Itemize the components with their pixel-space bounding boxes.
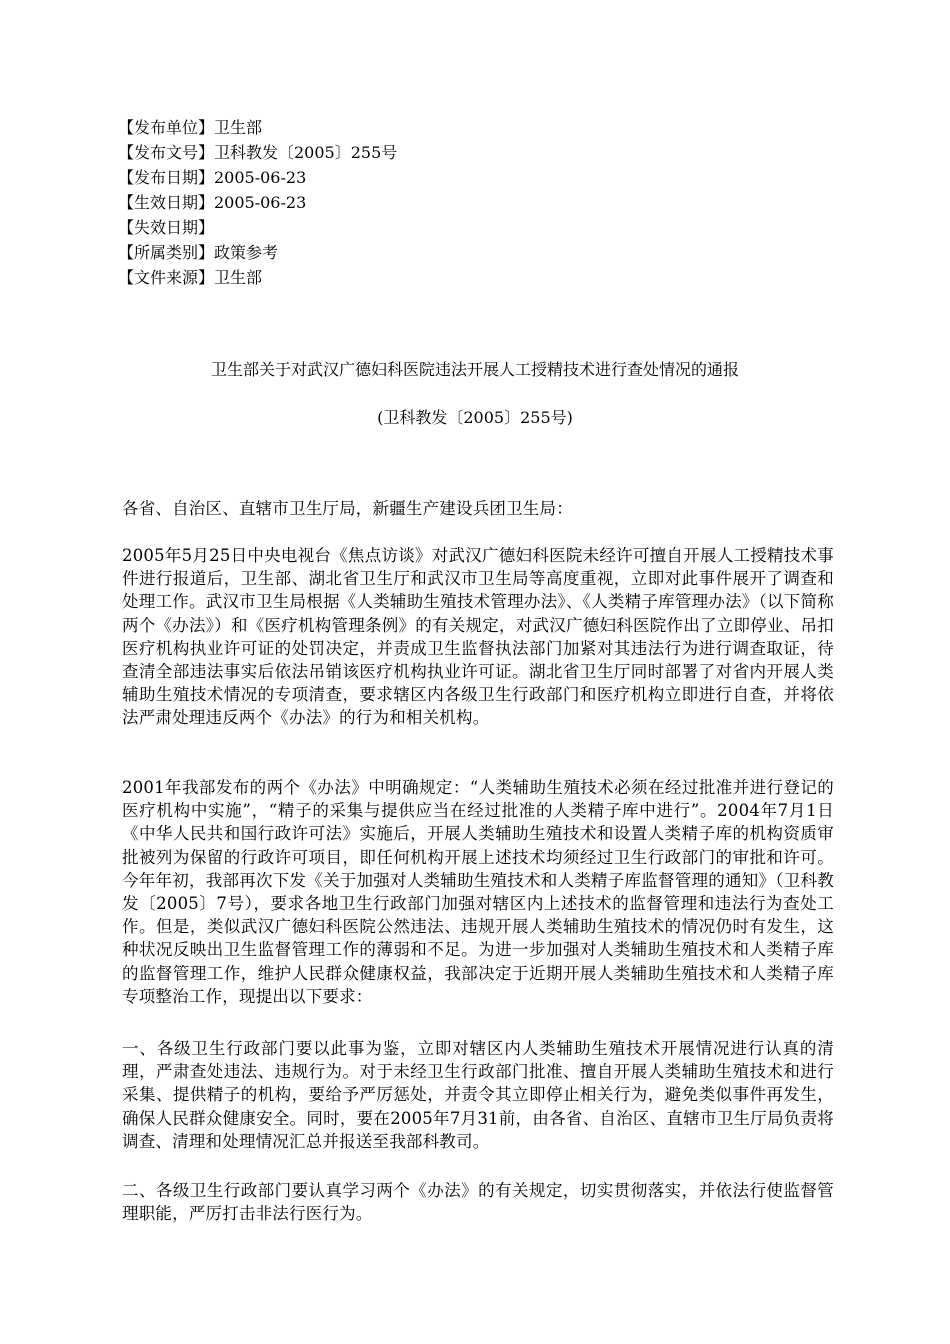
paragraph-1: 2005年5月25日中央电视台《焦点访谈》对武汉广德妇科医院未经许可擅自开展人工授精技术事件进行报道后，卫生部、湖北省卫生厅和武汉市卫生局等高度重视，立即对此事件展开了调查和处理工作。武汉市卫生局根据《人类辅助生殖技术管理办法》、《人类精子库管理办法》（以下简称两个《办法》）和《医疗机构管理条例》的有关规定，对武汉广德妇科医院作出了立即停业、吊扣医疗机构执业许可证的处罚决定，并责成卫生监督执法部门加紧对其违法行为进行调查取证，待查清全部违法事实后依法吊销该医疗机构执业许可证。湖北省卫生厅同时部署了对省内开展人类辅助生殖技术情况的专项清查，要求辖区内各级卫生行政部门和医疗机构立即进行自查，并将依法严肃处理违反两个《办法》的行为和相关机构。 (122, 546, 834, 728)
paragraph-2: 2001年我部发布的两个《办法》中明确规定：“人类辅助生殖技术必须在经过批准并进行登记的医疗机构中实施”，“精子的采集与提供应当在经过批准的人类精子库中进行”。2004年7月1日《中华人民共和国行政许可法》实施后，开展人类辅助生殖技术和设置人类精子库的机构资质审批被列为保留的行政许可项目，即任何机构开展上述技术均须经过卫生行政部门的审批和许可。今年年初，我部再次下发《关于加强对人类辅助生殖技术和人类精子库监督管理的通知》（卫科教发〔2005〕7号），要求各地卫生行政部门加强对辖区内上述技术的监督管理和违法行为查处工作。但是，类似武汉广德妇科医院公然违法、违规开展人类辅助生殖技术的情况仍时有发生，这种状况反映出卫生监督管理工作的薄弱和不足。为进一步加强对人类辅助生殖技术和人类精子库的监督管理工作，维护人民群众健康权益，我部决定于近期开展人类辅助生殖技术和人类精子库专项整治工作，现提出以下要求： (122, 778, 834, 1006)
meta-expiry-date: 【失效日期】 (118, 218, 215, 237)
meta-effective-date: 【生效日期】2005-06-23 (118, 193, 307, 212)
meta-source: 【文件来源】卫生部 (118, 268, 263, 287)
meta-issuer: 【发布单位】卫生部 (118, 118, 263, 137)
paragraph-4: 二、各级卫生行政部门要认真学习两个《办法》的有关规定，切实贯彻落实，并依法行使监督管理职能，严厉打击非法行医行为。 (122, 1181, 834, 1224)
salutation: 各省、自治区、直辖市卫生厅局，新疆生产建设兵团卫生局： (122, 499, 573, 518)
meta-publish-date: 【发布日期】2005-06-23 (118, 168, 307, 187)
meta-doc-number: 【发布文号】卫科教发〔2005〕255号 (118, 143, 398, 162)
meta-category: 【所属类别】政策参考 (118, 243, 279, 262)
document-number: (卫科教发〔2005〕255号) (377, 408, 573, 427)
paragraph-3: 一、各级卫生行政部门要以此事为鉴，立即对辖区内人类辅助生殖技术开展情况进行认真的清理，严肃查处违法、违规行为。对于未经卫生行政部门批准、擅自开展人类辅助生殖技术和进行采集、提供精子的机构，要给予严厉惩处，并责令其立即停止相关行为，避免类似事件再发生，确保人民群众健康安全。同时，要在2005年7月31前，由各省、自治区、直辖市卫生厅局负责将调查、清理和处理情况汇总并报送至我部科教司。 (122, 1039, 834, 1151)
metadata-block (118, 115, 818, 290)
document-title: 卫生部关于对武汉广德妇科医院违法开展人工授精技术进行查处情况的通报 (210, 360, 739, 379)
